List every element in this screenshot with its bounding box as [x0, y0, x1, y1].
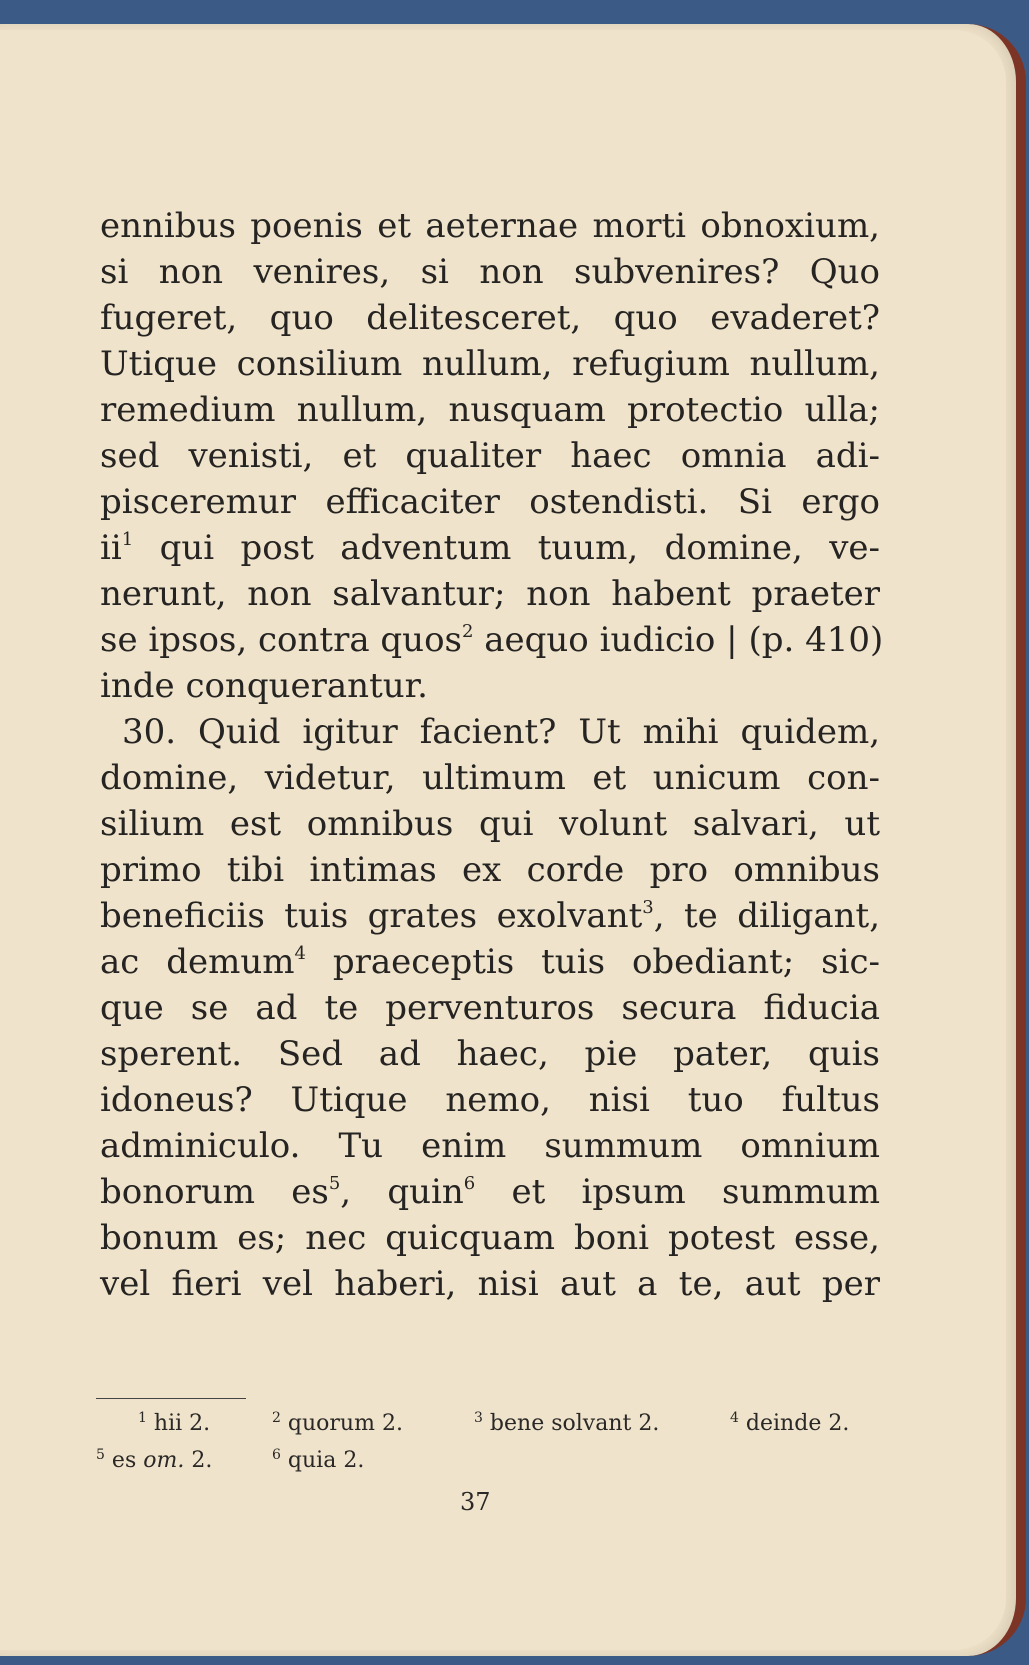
- footnote-italic: om.: [143, 1448, 185, 1473]
- line-text: , quin: [340, 1172, 464, 1212]
- footnote-tail: 2.: [191, 1448, 213, 1473]
- line-text: fugeret, quo delitesceret, quo evaderet?: [100, 298, 880, 338]
- footnote: [138, 1409, 210, 1439]
- text-line: [100, 754, 880, 802]
- text-line: [100, 386, 880, 434]
- footnote-number: 5: [96, 1447, 105, 1463]
- page-edge: [0, 24, 1026, 1656]
- line-text: vel fieri vel haberi, nisi aut a te, aut per: [100, 1264, 880, 1304]
- footnote-mark: 5: [328, 1173, 341, 1194]
- text-line: [100, 524, 880, 572]
- footnote-number: 1: [138, 1410, 147, 1426]
- text-line: [100, 1260, 880, 1308]
- line-text: bonorum es: [100, 1172, 329, 1212]
- footnote-text: deinde 2.: [745, 1411, 850, 1436]
- line-text: adminiculo. Tu enim summum omnium: [100, 1126, 880, 1166]
- footnote-text: bene solvant 2.: [489, 1411, 660, 1436]
- text-line: [100, 478, 880, 526]
- footnote-number: 2: [272, 1410, 281, 1426]
- footnote-mark: 3: [642, 897, 654, 918]
- text-line: [100, 1122, 880, 1170]
- line-text: Utique consilium nullum, refugium nullum,: [100, 344, 880, 384]
- line-text: beneficiis tuis grates exolvant: [100, 896, 643, 936]
- text-line: [100, 800, 880, 848]
- line-text: pisceremur efficaciter ostendisti. Si ergo: [100, 482, 880, 522]
- line-text: silium est omnibus qui volunt salvari, ut: [100, 804, 880, 844]
- line-text: inde conquerantur.: [100, 666, 428, 706]
- footnote-mark: 1: [121, 529, 134, 550]
- text-line: [100, 846, 880, 894]
- footnote: [474, 1409, 659, 1439]
- footnote-mark: 6: [463, 1173, 476, 1194]
- text-line: [100, 570, 880, 618]
- line-text: si non venires, si non subvenires? Quo: [100, 252, 880, 292]
- line-text: domine, videtur, ultimum et unicum con-: [100, 758, 880, 798]
- text-line: [100, 1030, 880, 1078]
- text-line: [100, 1076, 880, 1124]
- text-line: [100, 938, 880, 986]
- text-line: [100, 340, 880, 388]
- text-line: [100, 892, 880, 940]
- line-text: que se ad te perventuros secura fiducia: [100, 988, 880, 1028]
- line-text: aequo iudicio | (p. 410): [484, 620, 884, 660]
- text-line: [100, 432, 880, 480]
- footnote-number: 6: [272, 1447, 281, 1463]
- text-line: [100, 984, 880, 1032]
- footnote-text: quia 2.: [287, 1448, 365, 1473]
- text-line: [100, 616, 884, 664]
- text-line: [100, 1214, 880, 1262]
- footnote-text: es: [111, 1448, 137, 1473]
- footnote-text: quorum 2.: [287, 1411, 403, 1436]
- footnote-mark: 4: [294, 943, 306, 964]
- line-text: 30. Quid igitur facient? Ut mihi quidem,: [121, 712, 880, 752]
- line-text: idoneus? Utique nemo, nisi tuo fultus: [100, 1080, 880, 1120]
- footnote: [96, 1446, 212, 1476]
- line-text: ennibus poenis et aeternae morti obnoxium,: [100, 206, 880, 246]
- footnote-mark: 2: [461, 621, 474, 642]
- footnote: [272, 1446, 364, 1476]
- line-text: se ipsos, contra quos: [100, 620, 462, 660]
- text-line: [100, 662, 880, 710]
- line-text: primo tibi intimas ex corde pro omnibus: [100, 850, 880, 890]
- line-text: qui post adventum tuum, domine, ve-: [159, 528, 881, 568]
- footnote: [272, 1409, 403, 1439]
- line-text: nerunt, non salvantur; non habent praeter: [100, 574, 880, 614]
- line-text: et ipsum summum: [511, 1172, 880, 1212]
- footnote-number: 3: [474, 1410, 483, 1426]
- line-text: praeceptis tuis obediant; sic-: [332, 942, 880, 982]
- text-line: [100, 294, 880, 342]
- text-line: [100, 248, 880, 296]
- line-text: ii: [100, 528, 122, 568]
- line-text: bonum es; nec quicquam boni potest esse,: [100, 1218, 880, 1258]
- line-text: sed venisti, et qualiter haec omnia adi-: [100, 436, 880, 476]
- footnote-number: 4: [730, 1410, 739, 1426]
- line-text: , te diligant,: [653, 896, 881, 936]
- line-text: remedium nullum, nusquam protectio ulla;: [100, 390, 880, 430]
- text-line: [100, 202, 880, 250]
- text-line: [100, 1168, 880, 1216]
- page-number: 37: [460, 1488, 491, 1516]
- footnote: [730, 1409, 849, 1439]
- line-text: sperent. Sed ad haec, pie pater, quis: [100, 1034, 880, 1074]
- paper: [0, 30, 1006, 1650]
- paragraph-start-line: [100, 708, 880, 756]
- line-text: ac demum: [100, 942, 295, 982]
- footnote-rule: [96, 1398, 246, 1399]
- footnote-text: hii 2.: [153, 1411, 211, 1436]
